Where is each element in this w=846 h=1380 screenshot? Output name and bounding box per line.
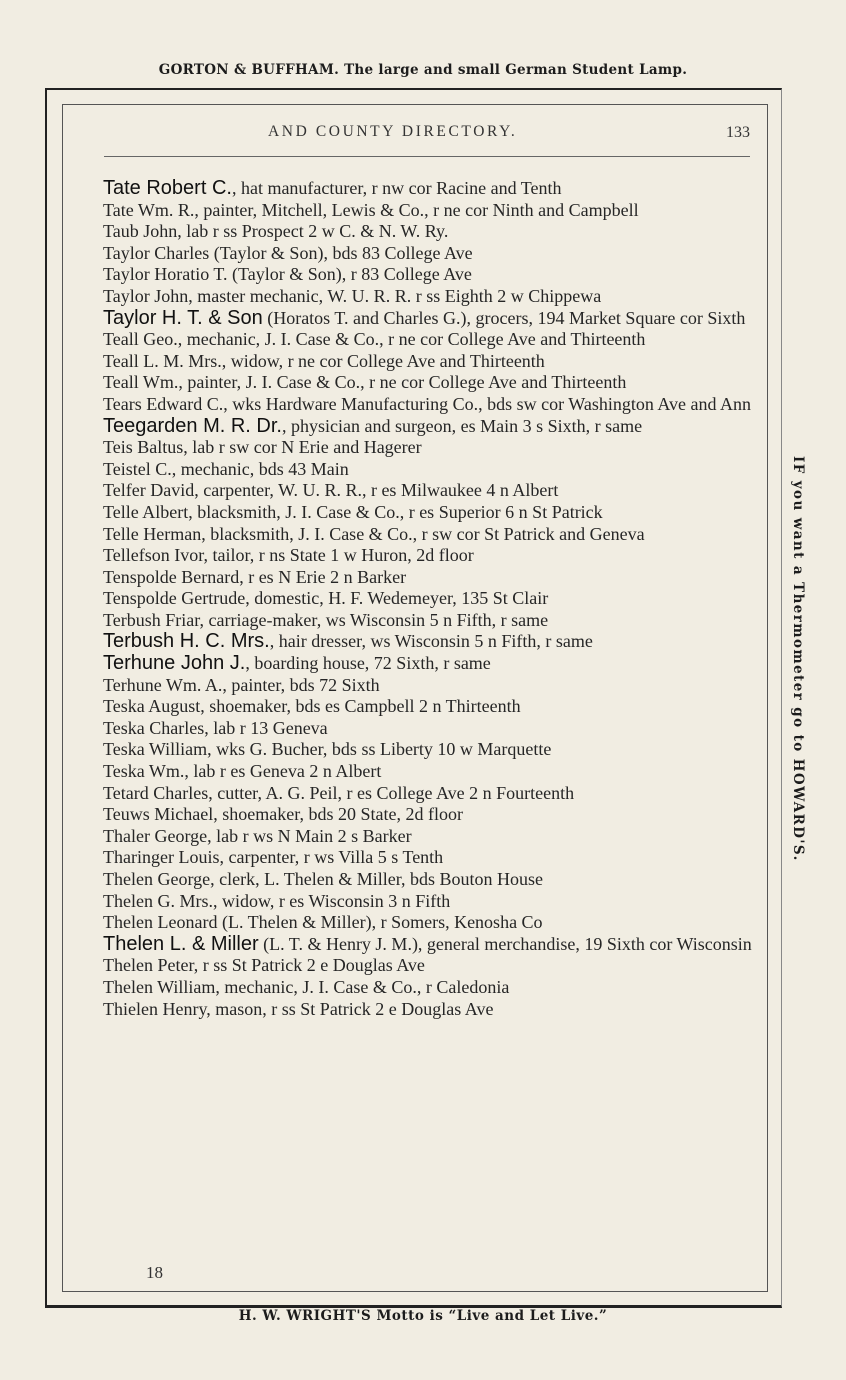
entry-details: , lab r sw cor N Erie and Hagerer — [183, 437, 422, 458]
directory-entry — [103, 524, 753, 546]
entry-name: Telle Herman — [103, 523, 202, 544]
directory-entry — [103, 264, 753, 286]
entry-name: Terbush Friar — [103, 609, 200, 630]
directory-entry — [103, 394, 753, 416]
entry-details: , clerk, L. Thelen & Miller, bds Bouton House — [210, 869, 544, 889]
entry-name: Taylor John — [103, 285, 189, 306]
directory-entry — [103, 999, 753, 1021]
entry-name: Thelen Leonard — [103, 912, 218, 933]
entry-name: Tate Robert C. — [103, 177, 232, 199]
directory-entry — [103, 459, 753, 481]
entry-details: , shoemaker, bds es Campbell 2 n Thirteenth — [200, 696, 521, 717]
entry-name: Teska William — [103, 739, 208, 760]
entry-name: Teistel C. — [103, 458, 172, 479]
entry-details: , lab r 13 Geneva — [204, 717, 328, 738]
page-number: 133 — [726, 124, 750, 141]
entry-name: Terhune John J. — [103, 652, 246, 675]
directory-entry — [103, 286, 753, 308]
directory-entry — [103, 653, 753, 675]
side-advertisement — [790, 456, 822, 936]
entry-name: Teall L. M. Mrs. — [103, 350, 222, 371]
directory-entry — [103, 502, 753, 524]
directory-entry — [103, 739, 753, 761]
directory-entry — [103, 329, 753, 351]
entry-name: Tellefson Ivor — [103, 545, 204, 566]
entry-details: (Taylor & Son), r 83 College Ave — [227, 264, 472, 285]
entry-name: Taub John — [103, 221, 178, 242]
directory-entry — [103, 610, 753, 632]
entry-details: , blacksmith, J. I. Case & Co., r sw cor St Patrick and Geneva — [201, 523, 645, 544]
directory-entry — [103, 243, 753, 265]
entry-name: Thelen George — [103, 869, 211, 889]
bottom-advertisement: H. W. WRIGHT'S Motto is “Live and Let Live.” — [238, 1308, 608, 1324]
entry-details: , widow, r es Wisconsin 3 n Fifth — [212, 890, 451, 911]
entry-name: Thelen Peter — [103, 955, 194, 976]
entry-details: , carpenter, W. U. R. R., r es Milwaukee 4 n Albert — [194, 480, 559, 501]
entry-name: Telfer David — [103, 480, 195, 501]
entry-details: , r ss St Patrick 2 e Douglas Ave — [193, 955, 425, 976]
entry-details: , tailor, r ns State 1 w Huron, 2d floor — [203, 545, 474, 566]
entry-details: (Taylor & Son), bds 83 College Ave — [209, 242, 473, 263]
entry-name: Thelen G. Mrs. — [103, 890, 213, 911]
entry-details: , boarding house, 72 Sixth, r same — [245, 653, 491, 674]
entry-name: Tetard Charles — [103, 782, 209, 803]
entry-name: Teegarden M. R. Dr. — [103, 414, 282, 437]
entry-name: Tenspolde Bernard — [103, 566, 240, 587]
entry-name: Tenspolde Gertrude — [103, 588, 246, 609]
top-advertisement: GORTON & BUFFHAM. The large and small German Student Lamp. — [158, 62, 688, 78]
directory-entry — [103, 847, 753, 869]
directory-entry — [103, 588, 753, 610]
directory-entry — [103, 567, 753, 589]
directory-entry — [103, 480, 753, 502]
entry-name: Telle Albert — [103, 501, 189, 522]
directory-entry — [103, 826, 753, 848]
directory-entry — [103, 437, 753, 459]
entry-details: , carriage-maker, ws Wisconsin 5 n Fifth, r same — [199, 609, 549, 630]
directory-entry — [103, 912, 753, 934]
directory-entry — [103, 696, 753, 718]
entry-details: , hat manufacturer, r nw cor Racine and Tenth — [231, 178, 562, 198]
entry-name: Teuws Michael — [103, 804, 214, 825]
entry-details: , cutter, A. G. Peil, r es College Ave 2 n Fourteenth — [208, 782, 575, 803]
entry-name: Thielen Henry — [103, 998, 207, 1019]
entry-details: , shoemaker, bds 20 State, 2d floor — [213, 804, 463, 825]
directory-entry — [103, 308, 753, 330]
entry-name: Taylor Horatio T. — [103, 264, 228, 285]
entry-details: , master mechanic, W. U. R. R. r ss Eighth 2 w Chippewa — [188, 285, 602, 306]
directory-entry — [103, 891, 753, 913]
directory-entry — [103, 783, 753, 805]
directory-entry — [103, 955, 753, 977]
directory-entry — [103, 372, 753, 394]
entry-name: Tharinger Louis — [103, 847, 220, 868]
directory-entry — [103, 416, 753, 438]
entry-details: , lab r es Geneva 2 n Albert — [184, 761, 382, 782]
entry-details: , lab r ws N Main 2 s Barker — [207, 825, 412, 846]
directory-entry — [103, 200, 753, 222]
directory-entry — [103, 178, 753, 200]
directory-entry — [103, 977, 753, 999]
entry-details: , physician and surgeon, es Main 3 s Sixth, r same — [281, 415, 643, 436]
signature-mark: 18 — [146, 1263, 163, 1282]
entry-name: Teis Baltus — [103, 437, 184, 458]
entry-details: (L. T. & Henry J. M.), general merchandise, 19 Sixth cor Wisconsin — [258, 933, 752, 954]
entry-details: , blacksmith, J. I. Case & Co., r es Superior 6 n St Patrick — [188, 501, 603, 522]
running-head: AND COUNTY DIRECTORY. — [268, 123, 518, 140]
entry-name: Teska Charles — [103, 717, 205, 738]
directory-entries — [103, 178, 753, 1020]
directory-entry — [103, 718, 753, 740]
entry-name: Teska August — [103, 696, 201, 717]
entry-name: Taylor H. T. & Son — [103, 306, 263, 329]
entry-name: Teska Wm. — [103, 761, 185, 782]
entry-details: (L. Thelen & Miller), r Somers, Kenosha Co — [217, 912, 543, 933]
directory-entry — [103, 675, 753, 697]
entry-name: Tears Edward C. — [103, 393, 224, 414]
directory-entry — [103, 221, 753, 243]
entry-details: , painter, J. I. Case & Co., r ne cor College Ave and Thirteenth — [178, 372, 627, 393]
entry-details: , painter, Mitchell, Lewis & Co., r ne cor Ninth and Campbell — [194, 199, 639, 220]
entry-name: Thelen L. & Miller — [103, 932, 259, 955]
entry-details: , r es N Erie 2 n Barker — [239, 566, 407, 587]
entry-details: , carpenter, r ws Villa 5 s Tenth — [219, 847, 444, 868]
entry-details: , lab r ss Prospect 2 w C. & N. W. Ry. — [177, 221, 449, 242]
directory-entry — [103, 631, 753, 653]
directory-entry — [103, 804, 753, 826]
entry-name: Thaler George — [103, 825, 208, 846]
entry-details: , mason, r ss St Patrick 2 e Douglas Ave — [206, 998, 494, 1019]
entry-name: Terbush H. C. Mrs. — [103, 630, 270, 653]
entry-name: Teall Wm. — [103, 372, 179, 393]
directory-entry — [103, 761, 753, 783]
entry-details: (Horatos T. and Charles G.), grocers, 194 Market Square cor Sixth — [262, 307, 746, 328]
entry-details: , domestic, H. F. Wedemeyer, 135 St Clair — [245, 588, 549, 609]
header-rule — [104, 156, 750, 157]
entry-details: , mechanic, J. I. Case & Co., r ne cor College Ave and Thirteenth — [177, 329, 646, 350]
entry-name: Thelen William — [103, 976, 216, 997]
entry-details: , mechanic, J. I. Case & Co., r Caledonia — [215, 976, 510, 997]
entry-name: Taylor Charles — [103, 242, 210, 263]
entry-details: , painter, bds 72 Sixth — [222, 674, 380, 695]
directory-entry — [103, 545, 753, 567]
side-advertisement-text: IF you want a Thermometer go to HOWARD'S. — [790, 456, 806, 862]
directory-entry — [103, 934, 753, 956]
entry-details: , widow, r ne cor College Ave and Thirteenth — [221, 350, 545, 371]
entry-name: Terhune Wm. A. — [103, 674, 223, 695]
directory-entry — [103, 351, 753, 373]
entry-name: Tate Wm. R. — [103, 199, 195, 220]
entry-name: Teall Geo. — [103, 329, 178, 350]
entry-details: , mechanic, bds 43 Main — [171, 458, 349, 479]
entry-details: , hair dresser, ws Wisconsin 5 n Fifth, r same — [269, 631, 593, 652]
entry-details: , wks Hardware Manufacturing Co., bds sw cor Washington Ave and Ann — [223, 393, 751, 414]
directory-entry — [103, 869, 753, 891]
entry-details: , wks G. Bucher, bds ss Liberty 10 w Marquette — [207, 739, 552, 760]
